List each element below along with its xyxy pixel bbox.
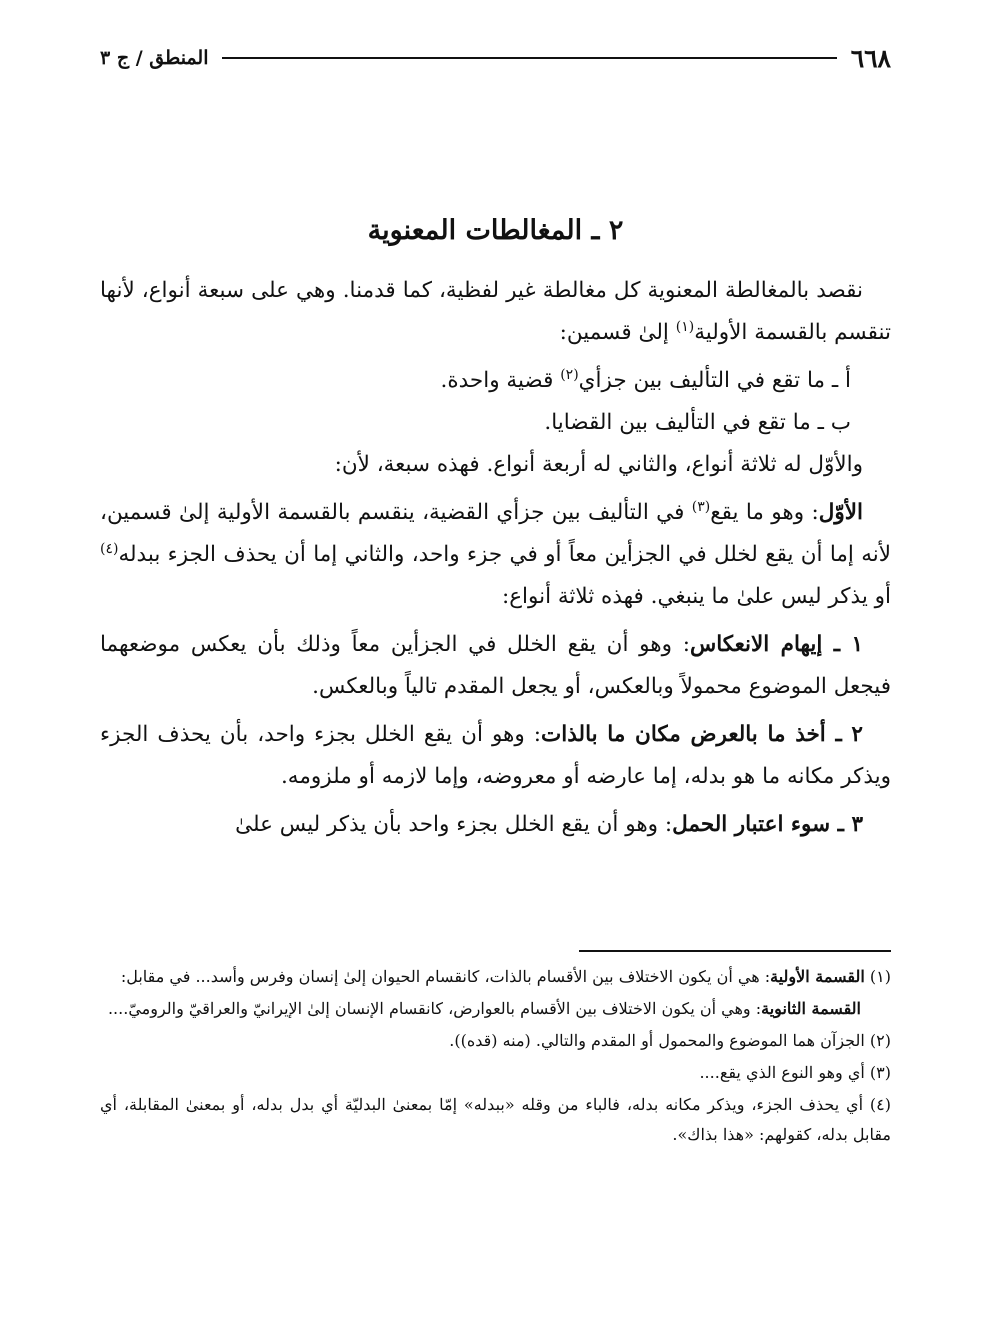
footnote-ref-3: (٣) <box>691 498 711 515</box>
footnote-1-continued <box>100 994 891 1024</box>
footnote-1-text: : هي أن يكون الاختلاف بين الأقسام بالذات، كانقسام الحيوان إلىٰ إنسان وفرس وأسد... في مقابل: <box>120 967 771 986</box>
footnote-1-number: (١) <box>869 967 891 986</box>
item-1 <box>100 624 891 708</box>
item-3-text: : وهو أن يقع الخلل بجزء واحد بأن يذكر ليس علىٰ <box>235 812 673 837</box>
section-title: ٢ ـ المغالطات المعنوية <box>367 215 624 246</box>
item-3-label: ٣ ـ سوء اعتبار الحمل <box>672 812 863 837</box>
alef-text-b: قضية واحدة. <box>440 368 561 393</box>
first-label: الأوّل <box>818 500 863 525</box>
alef-text-a: أ ـ ما تقع في التأليف بين جزأي <box>578 368 851 393</box>
first-text-c: أو يذكر ليس علىٰ ما ينبغي. فهذه ثلاثة أنواع: <box>501 584 891 609</box>
item-1-label: ١ ـ إيهام الانعكاس <box>689 632 863 657</box>
item-2-label: ٢ ـ أخذ ما بالعرض مكان ما بالذات <box>541 722 863 747</box>
footnote-ref-2: (٢) <box>560 366 579 383</box>
footnote-ref-4: (٤) <box>100 540 119 557</box>
footnote-ref-1: (١) <box>675 318 695 335</box>
paragraph-count: والأوّل له ثلاثة أنواع، والثاني له أربعة أنواع. فهذه سبعة، لأن: <box>334 452 863 477</box>
footnote-separator <box>579 950 891 952</box>
division-alef <box>100 360 891 402</box>
footnotes <box>100 962 891 1152</box>
item-1-text: : وهو أن يقع الخلل في الجزأين معاً وذلك بأن يعكس موضعهما فيجعل الموضوع محمولاً وبالعكس، أو يجعل المقدم تالياً وبالعكس. <box>100 632 891 699</box>
page-number: ٦٦٨ <box>850 43 891 73</box>
footnote-1-label: القسمة الأولية <box>770 967 865 986</box>
footnote-2: (٢) الجزآن هما الموضوع والمحمول أو المقدم والتالي. (منه (قده)). <box>449 1031 891 1050</box>
intro-text-b: إلىٰ قسمين: <box>559 320 676 345</box>
footnote-1b-label: القسمة الثانوية <box>761 999 861 1018</box>
main-text <box>100 270 891 852</box>
paragraph-intro <box>100 270 891 354</box>
item-2 <box>100 714 891 798</box>
item-2-text: : وهو أن يقع الخلل بجزء واحد، بأن يحذف الجزء ويذكر مكانه ما هو بدله، إما عارضه أو معروضه، وإما لازمه أو ملزومه. <box>100 722 891 789</box>
footnote-3: (٣) أي وهو النوع الذي يقع.... <box>699 1063 891 1082</box>
first-text-a: : وهو ما يقع <box>710 500 819 525</box>
footnote-4: (٤) أي يحذف الجزء، ويذكر مكانه بدله، فالباء من وقله «ببدله» إمّا بمعنىٰ البدليّة أي بدل بدله، أو بمعنىٰ المقابلة، أي مقابل بدله، كقولهم: «هذا بذاك». <box>100 1095 891 1144</box>
running-header <box>100 40 891 76</box>
division-ba: ب ـ ما تقع في التأليف بين القضايا. <box>544 410 851 435</box>
footnote-1 <box>100 962 891 992</box>
header-rule <box>222 57 836 59</box>
first-text-b: في التأليف بين جزأي القضية، ينقسم بالقسمة الأولية إلىٰ قسمين، لأنه إما أن يقع لخلل في الجزأين معاً أو في جزء واحد، والثاني إما أن يحذف الجزء ببدله <box>100 500 891 567</box>
footnote-1b-text: : وهي أن يكون الاختلاف بين الأقسام بالعوارض، كانقسام الإنسان إلىٰ الإيرانيّ والعراقيّ والروميّ.... <box>107 999 762 1018</box>
item-3 <box>100 804 891 846</box>
paragraph-first <box>100 492 891 618</box>
intro-text-a: نقصد بالمغالطة المعنوية كل مغالطة غير لفظية، كما قدمنا. وهي على سبعة أنواع، لأنها تنقسم بالقسمة الأولية <box>100 278 891 345</box>
running-title: المنطق / ج ٣ <box>100 47 209 69</box>
